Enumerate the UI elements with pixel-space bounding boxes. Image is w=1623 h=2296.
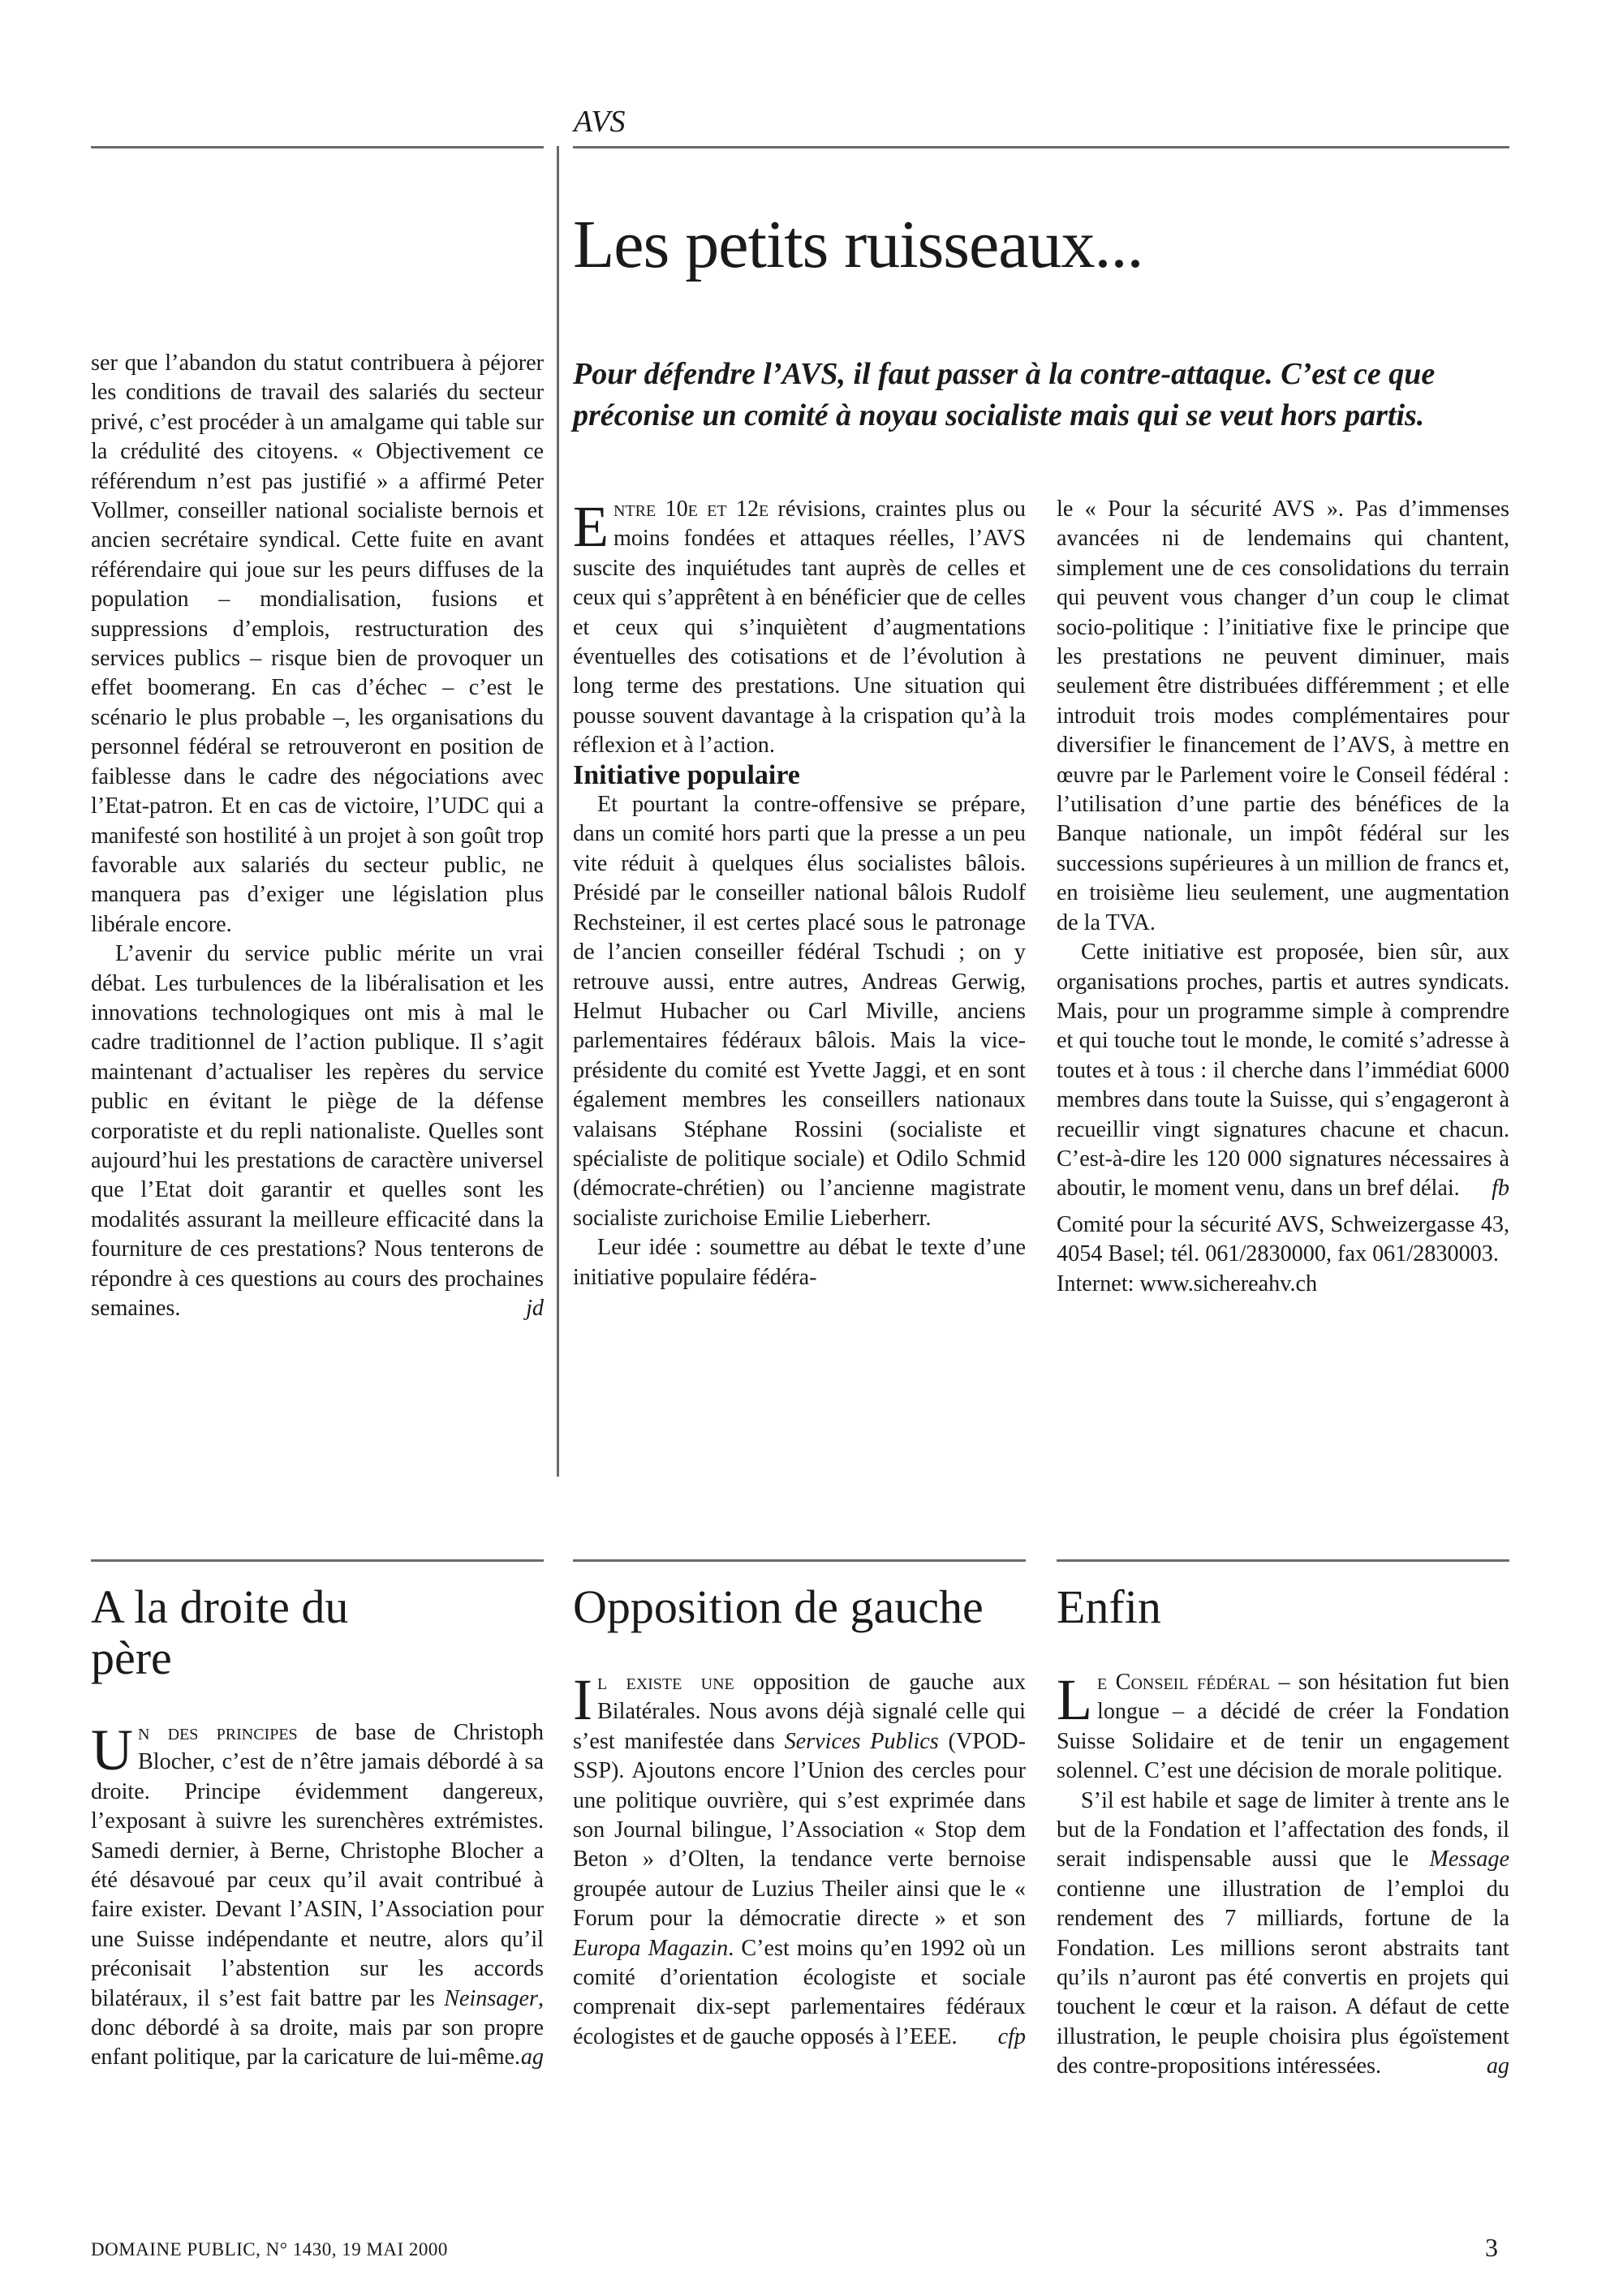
main-paragraph-4: le « Pour la sécurité AVS ». Pas d’immenses avancées ni de lendemains qui chantent, simplement une de ces consolidations du terrain qui peuvent vous changer d’un coup le climat socio-politique : l’initiative fixe le principe que les prestations ne peuvent diminuer, mais seulement être distribuées différemment ; et elle introduit trois modes complémentaires pour diversifier le financement de l’AVS, à mettre en œuvre par le Parlement voire le Conseil fédéral : l’utilisation d’une partie des bénéfices de la Banque nationale, un impôt fédéral sur les successions supérieures à un million de francs et, en troisième lieu seulement, une augmentation de la TVA. [1057, 497, 1509, 935]
top-rule-left [91, 146, 544, 148]
section-label: AVS [574, 105, 626, 139]
main-signature: fb [1492, 1176, 1509, 1202]
main-title: Les petits ruisseaux... [573, 207, 1143, 282]
dropcap-l: L [1057, 1667, 1092, 1732]
bottom2-body [573, 1668, 1026, 2052]
contact-info [1057, 1210, 1509, 1299]
main-smallcaps: ntre 10e et 12e [613, 497, 769, 522]
left-signature: jd [526, 1296, 544, 1321]
left-paragraph-1: ser que l’abandon du statut contribuera à péjorer les conditions de travail des salariés du secteur privé, c’est procéder à un amalgame qui table sur la crédulité des citoyens. « Objectivement ce référendum n’est pas justifié » a affirmé Peter Vollmer, conseiller national socialiste bernois et ancien secrétaire syndical. Cette fuite en avant référendaire qui joue sur les peurs diffuses de la population – mondialisation, fusions et suppressions d’emplois, restructuration des services publics – risque bien de provoquer un effet boomerang. En cas d’échec – c’est le scénario le plus probable –, les organisations du personnel fédéral se retrouveront en position de faiblesse dans le cadre des négociations avec l’Etat-patron. Et en cas de victoire, l’UDC qui a manifesté son hostilité à un projet à son goût trop favorable aux salariés du secteur public, ne manquera pas d’exiger une législation plus libérale encore. [91, 350, 544, 937]
bottom1-body [91, 1718, 544, 2073]
bottom-rule-2 [573, 1559, 1026, 1562]
bottom2-paragraph: Il existe une opposition de gauche aux Bilatérales. Nous avons déjà signalé celle qui s’est manifestée dans Services Publics (VPOD-SSP). Ajoutons encore l’Union des cercles pour une politique ouvrière, qui s’est exprimée dans son Journal bilingue, l’Association « Stop dem Beton » d’Olten, la tendance verte bernoise groupée autour de Luzius Theiler ainsi que le « Forum pour la démocratie directe » et son Europa Magazin. C’est moins qu’en 1992 où un comité d’orientation écologiste et sociale comprenait dix-sept parlementaires fédéraux écologistes et de gauche opposés à l’EEE. cfp [573, 1668, 1026, 2052]
main-paragraph-1: Entre 10e et 12e révisions, craintes plus ou moins fondées et attaques réelles, l’AVS suscite des inquiétudes tant auprès de celles et ceux qui s’apprêtent à en bénéficier que de celles et ceux qui s’inquiètent d’augmentations éventuelles des cotisations et de l’évolution à long terme des prestations. Une situation qui pousse souvent davantage à la crispation qu’à la réflexion et à l’action. [573, 494, 1026, 759]
subhead-initiative: Initiative populaire [573, 759, 800, 790]
bottom1-paragraph: Un des principes de base de Christoph Blocher, c’est de n’être jamais débordé à sa droite. Principe évidemment dangereux, l’exposant à suivre les surenchères extrémistes. Samedi dernier, à Berne, Christophe Blocher a été désavoué par ceux qu’il avait contribué à faire exister. Devant l’ASIN, l’Association pour une Suisse indépendante et neutre, alors qu’il préconisait l’abstention sur les accords bilatéraux, il s’est fait battre par les Neinsager, donc débordé à sa droite, mais par son propre enfant politique, par la caricature de lui-même. ag [91, 1718, 544, 2073]
top-rule-right [573, 146, 1509, 148]
main-paragraph-5: Cette initiative est proposée, bien sûr, aux organisations proches, partis et autres syndicats. Mais, pour un programme simple à comprendre et qui touche tout le monde, le comité s’adresse à toutes et à tous : il cherche dans l’immédiat 6000 membres dans toute la Suisse, qui s’engageront à recueillir vingt signatures chacune et chacun. C’est-à-dire les 120 000 signatures nécessaires à aboutir, le moment venu, dans un bref délai. fb [1057, 938, 1509, 1204]
main-lead: Pour défendre l’AVS, il faut passer à la contre-attaque. C’est ce que préconise un comité à noyau socialiste mais qui se veut hors partis. [573, 357, 1436, 432]
main-column-2 [1057, 495, 1509, 1299]
contact-address: Comité pour la sécurité AVS, Schweizergasse 43, 4054 Basel; tél. 061/2830000, fax 061/2830003. [1057, 1211, 1509, 1267]
main-paragraph-3: Leur idée : soumettre au débat le texte d’une initiative populaire fédéra- [573, 1235, 1026, 1290]
footer-publication: DOMAINE PUBLIC, N° 1430, 19 MAI 2000 [91, 2239, 448, 2259]
bottom-rule-1 [91, 1559, 544, 1562]
bottom2-title: Opposition de gauche [573, 1580, 984, 1633]
page-number: 3 [1485, 2233, 1498, 2262]
dropcap-u: U [91, 1718, 133, 1782]
bottom3-paragraph-2: S’il est habile et sage de limiter à trente ans le but de la Fondation et l’affectation des fonds, il serait indispensable aussi que le Message contienne une illustration de l’emploi du rendement des 7 milliards, fortune de la Fondation. Les millions seront abstraits tant qu’ils n’auront pas été convertis en projets qui touchent le cœur et la raison. A défaut de cette illustration, le peuple choisira plus égoïstement des contre-propositions intéressées. ag [1057, 1786, 1509, 2082]
bottom3-body [1057, 1668, 1509, 2082]
contact-internet: Internet: www.sichereahv.ch [1057, 1271, 1318, 1296]
bottom-rule-3 [1057, 1559, 1509, 1562]
bottom2-signature: cfp [997, 2023, 1026, 2049]
main-column-1 [573, 495, 1026, 1292]
bottom3-signature: ag [1486, 2053, 1509, 2079]
dropcap-e: E [573, 494, 609, 559]
bottom3-title: Enfin [1057, 1580, 1161, 1633]
bottom3-paragraph-1: Le Conseil fédéral – son hésitation fut bien longue – a décidé de créer la Fondation Suisse Solidaire et de tenir un engagement solennel. C’est une décision de morale politique. [1057, 1667, 1509, 1784]
left-column [91, 349, 544, 1323]
main-paragraph-2: Et pourtant la contre-offensive se prépare, dans un comité hors parti que la presse a un peu vite réduit à quelques élus socialistes bâlois. Présidé par le conseiller national bâlois Rudolf Rechsteiner, il est certes placé sous le patronage de l’ancien conseiller fédéral Tschudi ; on y retrouve aussi, entre autres, Andreas Gerwig, Helmut Hubacher ou Carl Miville, anciens parlementaires fédéraux bâlois. Mais la vice-présidente du comité est Yvette Jaggi, et en sont également membres les conseillers nationaux valaisans Stéphane Rossini (socialiste et spécialiste de politique sociale) et Odilo Schmid (démocrate-chrétien) ou l’ancienne magistrate socialiste zurichoise Emilie Lieberherr. [573, 792, 1026, 1231]
dropcap-i: I [573, 1667, 592, 1732]
left-paragraph-2: L’avenir du service public mérite un vrai débat. Les turbulences de la libéralisation et les innovations technologiques ont mis à mal le cadre traditionnel de l’action publique. Il s’agit maintenant d’actualiser les repères du service public en évitant le piège de la défense corporatiste et du repli nationaliste. Quelles sont aujourd’hui les prestations de caractère universel que l’Etat doit garantir et quelles sont les modalités assurant la meilleure efficacité dans la fourniture de ces prestations? Nous tenterons de répondre à ces questions au cours des prochaines semaines. jd [91, 939, 544, 1323]
bottom1-signature: ag [520, 2044, 544, 2070]
column-divider [557, 146, 559, 1477]
bottom1-title: A la droite du père [91, 1580, 349, 1684]
